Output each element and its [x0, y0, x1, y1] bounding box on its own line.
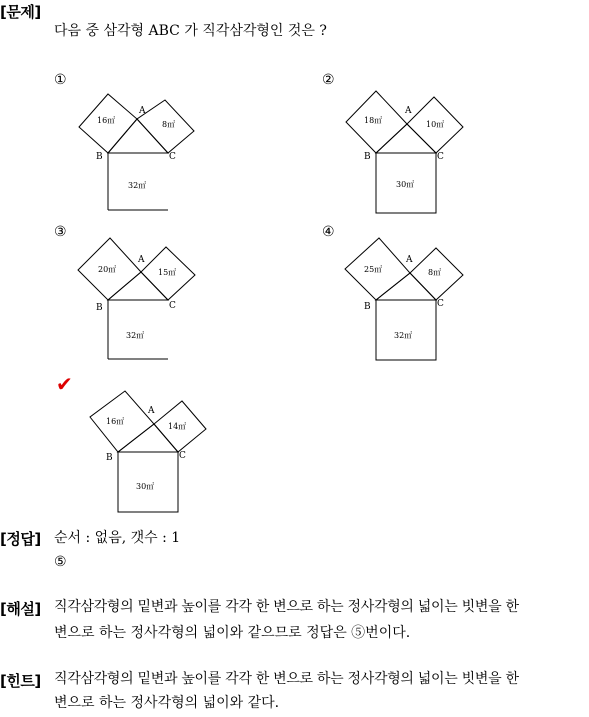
- vertex-b-label: B: [96, 303, 103, 313]
- vertex-c-label: C: [437, 152, 444, 162]
- left-square-area: 16㎡: [97, 116, 116, 125]
- vertex-b-label: B: [364, 302, 371, 312]
- right-square-area: 15㎡: [158, 268, 177, 277]
- hint-line-1: 직각삼각형의 밑변과 높이를 각각 한 변으로 하는 정사각형의 넓이는 빗변을 한: [54, 671, 519, 687]
- vertex-b-label: B: [106, 453, 113, 463]
- left-square-area: 20㎡: [98, 265, 117, 274]
- bottom-square-area: 32㎡: [126, 331, 145, 340]
- right-square-area: 8㎡: [428, 268, 442, 277]
- figure-option-1: [70, 82, 210, 217]
- hint-line-2: 변으로 하는 정사각형의 넓이와 같다.: [54, 695, 280, 711]
- vertex-a-label: A: [139, 106, 146, 116]
- problem-label: [문제]: [0, 3, 41, 21]
- explanation-line-1: 직각삼각형의 밑변과 높이를 각각 한 변으로 하는 정사각형의 넓이는 빗변을 한: [54, 599, 519, 615]
- figure-option-5: [84, 386, 224, 521]
- vertex-c-label: C: [179, 451, 186, 461]
- vertex-a-label: A: [405, 106, 412, 116]
- bottom-square-area: 32㎡: [394, 331, 413, 340]
- vertex-a-label: A: [148, 406, 155, 416]
- answer-summary: 순서 : 없음, 갯수 : 1: [54, 530, 181, 546]
- vertex-c-label: C: [169, 152, 176, 162]
- question-text: 다음 중 삼각형 ABC 가 직각삼각형인 것은 ?: [54, 23, 327, 39]
- bottom-square-area: 32㎡: [128, 181, 147, 190]
- bottom-square-area: 30㎡: [396, 180, 415, 189]
- right-square-area: 14㎡: [168, 422, 187, 431]
- left-square-area: 16㎡: [106, 417, 125, 426]
- option-2-marker[interactable]: ②: [322, 72, 335, 88]
- explanation-label: [해설]: [0, 600, 41, 618]
- vertex-b-label: B: [364, 152, 371, 162]
- left-square-area: 25㎡: [364, 265, 383, 274]
- figure-option-2: [338, 82, 478, 217]
- right-square-area: 8㎡: [162, 120, 176, 129]
- right-square-area: 10㎡: [426, 120, 445, 129]
- option-4-marker[interactable]: ④: [322, 224, 335, 240]
- option-3-marker[interactable]: ③: [54, 224, 67, 240]
- option-5-check-icon[interactable]: ✔: [56, 372, 73, 396]
- vertex-c-label: C: [437, 299, 444, 309]
- figure-option-3: [70, 234, 210, 369]
- answer-number: ⑤: [54, 554, 67, 570]
- answer-label: [정답]: [0, 530, 41, 548]
- vertex-c-label: C: [169, 301, 176, 311]
- hint-label: [힌트]: [0, 672, 41, 690]
- bottom-square-area: 30㎡: [136, 482, 155, 491]
- left-square-area: 18㎡: [364, 116, 383, 125]
- vertex-b-label: B: [96, 152, 103, 162]
- explanation-line-2: 변으로 하는 정사각형의 넓이와 같으므로 정답은 ⑤번이다.: [54, 625, 411, 641]
- vertex-a-label: A: [138, 255, 145, 265]
- vertex-a-label: A: [406, 255, 413, 265]
- figure-option-4: [338, 234, 478, 369]
- option-1-marker[interactable]: ①: [54, 72, 67, 88]
